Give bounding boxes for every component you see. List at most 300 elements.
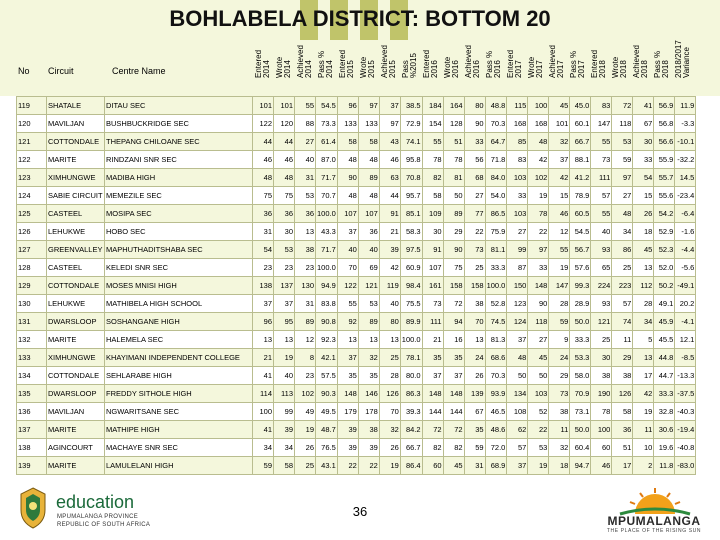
value-cell: 21: [379, 223, 400, 241]
value-cell: 35: [337, 367, 358, 385]
value-cell: 27: [507, 223, 528, 241]
value-cell: 35: [443, 349, 464, 367]
circuit-name: COTTONDALE: [47, 367, 105, 385]
value-cell: 101: [549, 115, 570, 133]
value-cell: 13: [633, 259, 654, 277]
value-cell: 37: [443, 367, 464, 385]
value-cell: 57.6: [570, 259, 591, 277]
value-cell: 88.1: [570, 151, 591, 169]
value-cell: 85: [507, 133, 528, 151]
value-cell: 37: [549, 151, 570, 169]
centre-name: MATHIBELA HIGH SCHOOL: [105, 295, 253, 313]
column-header-label: Achieved 2015: [380, 45, 397, 78]
value-cell: 73: [549, 385, 570, 403]
value-cell: 23: [295, 367, 316, 385]
value-cell: 126: [612, 385, 633, 403]
table-row: [17, 223, 696, 241]
value-cell: 49.1: [654, 295, 675, 313]
value-cell: 144: [422, 403, 443, 421]
value-cell: 19: [379, 457, 400, 475]
value-cell: 55.7: [654, 169, 675, 187]
value-cell: 68.6: [485, 349, 507, 367]
value-cell: 223: [612, 277, 633, 295]
value-cell: -13.3: [675, 367, 696, 385]
centre-name: BUSHBUCKRIDGE SEC: [105, 115, 253, 133]
value-cell: 48: [528, 133, 549, 151]
circuit-name: DWARSLOOP: [47, 313, 105, 331]
value-cell: 44: [253, 133, 274, 151]
value-cell: 13: [633, 349, 654, 367]
value-cell: 13: [464, 331, 485, 349]
value-cell: 35: [358, 367, 379, 385]
column-header-label: Achieved 2014: [296, 45, 313, 78]
centre-name: MACHAYE SNR SEC: [105, 439, 253, 457]
centre-name: THEPANG CHILOANE SEC: [105, 133, 253, 151]
value-cell: 90.8: [316, 313, 338, 331]
value-cell: 78.1: [400, 349, 422, 367]
mpumalanga-sun-logo-icon: [600, 486, 710, 516]
value-cell: 49: [295, 403, 316, 421]
value-cell: -10.1: [675, 133, 696, 151]
circuit-name: SABIE CIRCUIT: [47, 187, 105, 205]
value-cell: 121: [591, 313, 612, 331]
value-cell: 100.0: [400, 331, 422, 349]
value-cell: 59: [612, 151, 633, 169]
value-cell: 97: [612, 169, 633, 187]
value-cell: 81.3: [485, 331, 507, 349]
value-cell: -4.1: [675, 313, 696, 331]
mpumalanga-logo-text: MPUMALANGA: [607, 514, 701, 528]
value-cell: 87.0: [316, 151, 338, 169]
value-cell: 38: [549, 403, 570, 421]
value-cell: 44.7: [654, 367, 675, 385]
table-row: [17, 241, 696, 259]
circuit-name: SHATALE: [47, 97, 105, 115]
value-cell: 59: [549, 313, 570, 331]
value-cell: 13: [274, 331, 295, 349]
value-cell: 11.9: [675, 97, 696, 115]
value-cell: 118: [612, 115, 633, 133]
column-header-label: Pass % 2016: [485, 50, 502, 78]
value-cell: 51: [612, 439, 633, 457]
column-header-label: Entered 2018: [590, 49, 607, 78]
value-cell: 102: [295, 385, 316, 403]
value-cell: 138: [253, 277, 274, 295]
value-cell: 60.5: [570, 205, 591, 223]
value-cell: 38.5: [400, 97, 422, 115]
value-cell: 83: [591, 97, 612, 115]
column-header-label: Achieved 2016: [464, 45, 481, 78]
value-cell: 58: [274, 457, 295, 475]
value-cell: 40: [337, 241, 358, 259]
row-number: 136: [17, 403, 47, 421]
value-cell: 29: [443, 223, 464, 241]
value-cell: 73: [591, 151, 612, 169]
value-cell: 107: [358, 205, 379, 223]
column-header-label: Entered 2016: [422, 49, 439, 78]
value-cell: 41: [253, 421, 274, 439]
value-cell: 74: [612, 313, 633, 331]
value-cell: 72.9: [400, 115, 422, 133]
value-cell: 81.1: [485, 241, 507, 259]
value-cell: 77: [464, 205, 485, 223]
centre-name: NGWARITSANE SEC: [105, 403, 253, 421]
value-cell: 94.7: [570, 457, 591, 475]
value-cell: 71.8: [485, 151, 507, 169]
value-cell: 56.9: [654, 97, 675, 115]
centre-name: MAPHUTHADITSHABA SEC: [105, 241, 253, 259]
value-cell: 70.7: [316, 187, 338, 205]
value-cell: 19: [528, 457, 549, 475]
value-cell: 51: [443, 133, 464, 151]
value-cell: 55: [295, 97, 316, 115]
value-cell: 48.8: [485, 97, 507, 115]
value-cell: 73: [422, 295, 443, 313]
value-cell: 48: [612, 205, 633, 223]
value-cell: 55: [591, 133, 612, 151]
value-cell: 18: [633, 223, 654, 241]
value-cell: 91: [422, 241, 443, 259]
page-number: 36: [352, 504, 368, 519]
value-cell: 68.9: [485, 457, 507, 475]
table-row: [17, 151, 696, 169]
value-cell: 96: [253, 313, 274, 331]
value-cell: 40: [358, 241, 379, 259]
value-cell: 56.6: [654, 133, 675, 151]
value-cell: 82: [443, 439, 464, 457]
column-header-label: Pass % 2014: [317, 50, 334, 78]
row-number: 121: [17, 133, 47, 151]
table-row: [17, 133, 696, 151]
value-cell: 46: [253, 151, 274, 169]
value-cell: 59: [464, 439, 485, 457]
centre-name: LAMULELANI HIGH: [105, 457, 253, 475]
value-cell: 25: [295, 457, 316, 475]
row-number: 138: [17, 439, 47, 457]
table-row: [17, 367, 696, 385]
value-cell: 74.5: [485, 313, 507, 331]
table-row: [17, 259, 696, 277]
value-cell: 23: [253, 259, 274, 277]
value-cell: 75: [253, 187, 274, 205]
value-cell: 58: [422, 187, 443, 205]
value-cell: 32.8: [654, 403, 675, 421]
value-cell: 30: [422, 223, 443, 241]
circuit-name: CASTEEL: [47, 259, 105, 277]
value-cell: 22: [528, 421, 549, 439]
value-cell: 19: [549, 259, 570, 277]
value-cell: 30: [591, 349, 612, 367]
value-cell: 23: [295, 259, 316, 277]
value-cell: 91: [379, 205, 400, 223]
value-cell: 146: [358, 385, 379, 403]
header-centre-name: Centre Name: [112, 66, 166, 76]
value-cell: 27: [295, 133, 316, 151]
value-cell: 52: [528, 403, 549, 421]
value-cell: 13: [337, 331, 358, 349]
province-text: MPUMALANGA PROVINCE: [57, 514, 139, 520]
value-cell: 13: [295, 223, 316, 241]
value-cell: 13: [379, 331, 400, 349]
value-cell: 94: [443, 313, 464, 331]
circuit-name: MARITE: [47, 457, 105, 475]
value-cell: 100.0: [316, 205, 338, 223]
value-cell: 33.3: [570, 331, 591, 349]
value-cell: 37: [422, 367, 443, 385]
value-cell: 154: [422, 115, 443, 133]
value-cell: 99.3: [570, 277, 591, 295]
table-row: [17, 313, 696, 331]
value-cell: 148: [528, 277, 549, 295]
value-cell: 27: [528, 331, 549, 349]
value-cell: 25: [464, 259, 485, 277]
value-cell: 82: [422, 169, 443, 187]
column-header-label: Pass % 2018: [653, 50, 670, 78]
value-cell: 54: [633, 169, 654, 187]
value-cell: 81: [443, 169, 464, 187]
value-cell: 70: [464, 313, 485, 331]
circuit-name: COTTONDALE: [47, 277, 105, 295]
value-cell: 90: [337, 169, 358, 187]
value-cell: 80.0: [400, 367, 422, 385]
value-cell: 11: [633, 421, 654, 439]
value-cell: 83: [507, 151, 528, 169]
value-cell: 42: [549, 169, 570, 187]
circuit-name: CASTEEL: [47, 205, 105, 223]
value-cell: 58: [337, 133, 358, 151]
value-cell: 19: [528, 187, 549, 205]
value-cell: 32: [358, 349, 379, 367]
value-cell: 26: [295, 439, 316, 457]
value-cell: 50: [507, 367, 528, 385]
centre-name: KHAYIMANI INDEPENDENT COLLEGE: [105, 349, 253, 367]
value-cell: 42: [379, 259, 400, 277]
value-cell: 75.5: [400, 295, 422, 313]
value-cell: 78: [528, 205, 549, 223]
value-cell: 56.7: [570, 241, 591, 259]
value-cell: 12.1: [675, 331, 696, 349]
centre-name: HALEMELA SEC: [105, 331, 253, 349]
value-cell: 86.5: [485, 205, 507, 223]
value-cell: -19.4: [675, 421, 696, 439]
value-cell: 58: [612, 403, 633, 421]
value-cell: 46: [549, 205, 570, 223]
value-cell: 103: [507, 205, 528, 223]
value-cell: 36: [295, 205, 316, 223]
value-cell: 76.5: [316, 439, 338, 457]
value-cell: 137: [274, 277, 295, 295]
value-cell: 109: [422, 205, 443, 223]
value-cell: 48.6: [485, 421, 507, 439]
value-cell: 119: [379, 277, 400, 295]
value-cell: 100: [528, 97, 549, 115]
column-header-label: Wrote 2017: [527, 56, 544, 78]
value-cell: 32: [379, 421, 400, 439]
value-cell: 56: [464, 151, 485, 169]
value-cell: 26: [464, 367, 485, 385]
value-cell: 36: [612, 421, 633, 439]
value-cell: 59: [253, 457, 274, 475]
value-cell: 134: [507, 385, 528, 403]
value-cell: 121: [358, 277, 379, 295]
value-cell: 27: [464, 187, 485, 205]
value-cell: 126: [379, 385, 400, 403]
value-cell: 50.2: [654, 277, 675, 295]
value-cell: 24: [549, 349, 570, 367]
table-row: [17, 331, 696, 349]
value-cell: 44.8: [654, 349, 675, 367]
value-cell: 36: [253, 205, 274, 223]
value-cell: 60: [422, 457, 443, 475]
value-cell: 184: [422, 97, 443, 115]
value-cell: 52.3: [654, 241, 675, 259]
value-cell: 48: [507, 349, 528, 367]
value-cell: 52.0: [654, 259, 675, 277]
value-cell: 39: [379, 241, 400, 259]
value-cell: 58.3: [400, 223, 422, 241]
row-number: 122: [17, 151, 47, 169]
value-cell: 40: [591, 223, 612, 241]
value-cell: 53: [274, 241, 295, 259]
value-cell: 150: [507, 277, 528, 295]
row-number: 119: [17, 97, 47, 115]
value-cell: 26: [379, 439, 400, 457]
value-cell: 40: [274, 367, 295, 385]
value-cell: -3.3: [675, 115, 696, 133]
value-cell: 10: [633, 439, 654, 457]
value-cell: 89.9: [400, 313, 422, 331]
value-cell: -6.4: [675, 205, 696, 223]
circuit-name: LEHUKWE: [47, 295, 105, 313]
value-cell: 86.3: [400, 385, 422, 403]
circuit-name: MAVILJAN: [47, 403, 105, 421]
value-cell: 70.3: [485, 367, 507, 385]
row-number: 134: [17, 367, 47, 385]
column-header-label: Entered 2014: [254, 49, 271, 78]
circuit-name: MAVILJAN: [47, 115, 105, 133]
value-cell: 55.9: [654, 151, 675, 169]
table-row: [17, 97, 696, 115]
value-cell: 55: [591, 205, 612, 223]
value-cell: 33: [528, 259, 549, 277]
value-cell: 46: [274, 151, 295, 169]
value-cell: 28: [549, 295, 570, 313]
value-cell: 99: [507, 241, 528, 259]
value-cell: 52.8: [485, 295, 507, 313]
circuit-name: MARITE: [47, 331, 105, 349]
value-cell: 55: [337, 295, 358, 313]
value-cell: 20.2: [675, 295, 696, 313]
circuit-name: MARITE: [47, 151, 105, 169]
row-number: 120: [17, 115, 47, 133]
value-cell: 73: [464, 241, 485, 259]
value-cell: 54.2: [654, 205, 675, 223]
value-cell: 80: [464, 97, 485, 115]
value-cell: 128: [443, 115, 464, 133]
row-number: 130: [17, 295, 47, 313]
page-title: BOHLABELA DISTRICT: BOTTOM 20: [169, 6, 551, 31]
value-cell: 37: [253, 295, 274, 313]
value-cell: 85.1: [400, 205, 422, 223]
table-row: [17, 277, 696, 295]
table-row: [17, 457, 696, 475]
value-cell: 68: [464, 169, 485, 187]
value-cell: 78: [443, 151, 464, 169]
value-cell: 78: [591, 403, 612, 421]
centre-name: RINDZANI SNR SEC: [105, 151, 253, 169]
value-cell: 38: [591, 367, 612, 385]
value-cell: 48: [337, 187, 358, 205]
value-cell: 100: [253, 403, 274, 421]
circuit-name: DWARSLOOP: [47, 385, 105, 403]
value-cell: 86: [612, 241, 633, 259]
value-cell: 45.0: [570, 97, 591, 115]
value-cell: 28: [633, 295, 654, 313]
value-cell: 103: [528, 385, 549, 403]
value-cell: 41: [253, 367, 274, 385]
value-cell: 179: [337, 403, 358, 421]
value-cell: -5.6: [675, 259, 696, 277]
value-cell: 38: [295, 241, 316, 259]
value-cell: 78: [422, 151, 443, 169]
value-cell: 75: [274, 187, 295, 205]
value-cell: 17: [612, 457, 633, 475]
value-cell: 43.3: [316, 223, 338, 241]
value-cell: 78.9: [570, 187, 591, 205]
header-no: No: [18, 66, 30, 76]
value-cell: 54: [253, 241, 274, 259]
column-header-label: Wrote 2015: [359, 56, 376, 78]
value-cell: 72: [612, 97, 633, 115]
value-cell: 67: [464, 403, 485, 421]
circuit-name: LEHUKWE: [47, 223, 105, 241]
value-cell: 96: [337, 97, 358, 115]
value-cell: -49.1: [675, 277, 696, 295]
value-cell: 45: [443, 457, 464, 475]
value-cell: 111: [422, 313, 443, 331]
value-cell: 39: [274, 421, 295, 439]
value-cell: 73.3: [316, 115, 338, 133]
value-cell: 71.7: [316, 241, 338, 259]
value-cell: 40: [379, 295, 400, 313]
value-cell: 224: [591, 277, 612, 295]
value-cell: 90.3: [316, 385, 338, 403]
value-cell: 19.6: [654, 439, 675, 457]
value-cell: 161: [422, 277, 443, 295]
value-cell: 112: [633, 277, 654, 295]
value-cell: 22: [464, 223, 485, 241]
table-row: [17, 385, 696, 403]
value-cell: 168: [528, 115, 549, 133]
value-cell: 147: [591, 115, 612, 133]
value-cell: 31: [295, 169, 316, 187]
value-cell: 55.6: [654, 187, 675, 205]
republic-text: REPUBLIC OF SOUTH AFRICA: [57, 522, 151, 528]
value-cell: 89: [443, 205, 464, 223]
column-header-label: Wrote 2014: [275, 56, 292, 78]
value-cell: 11: [612, 331, 633, 349]
value-cell: 12: [295, 331, 316, 349]
value-cell: -1.6: [675, 223, 696, 241]
value-cell: 87: [507, 259, 528, 277]
value-cell: 67: [633, 115, 654, 133]
column-header-label: Pass % 2017: [569, 50, 586, 78]
value-cell: 94.9: [316, 277, 338, 295]
value-cell: 75.9: [485, 223, 507, 241]
value-cell: 48.7: [316, 421, 338, 439]
table-row: [17, 169, 696, 187]
value-cell: 93: [591, 295, 612, 313]
